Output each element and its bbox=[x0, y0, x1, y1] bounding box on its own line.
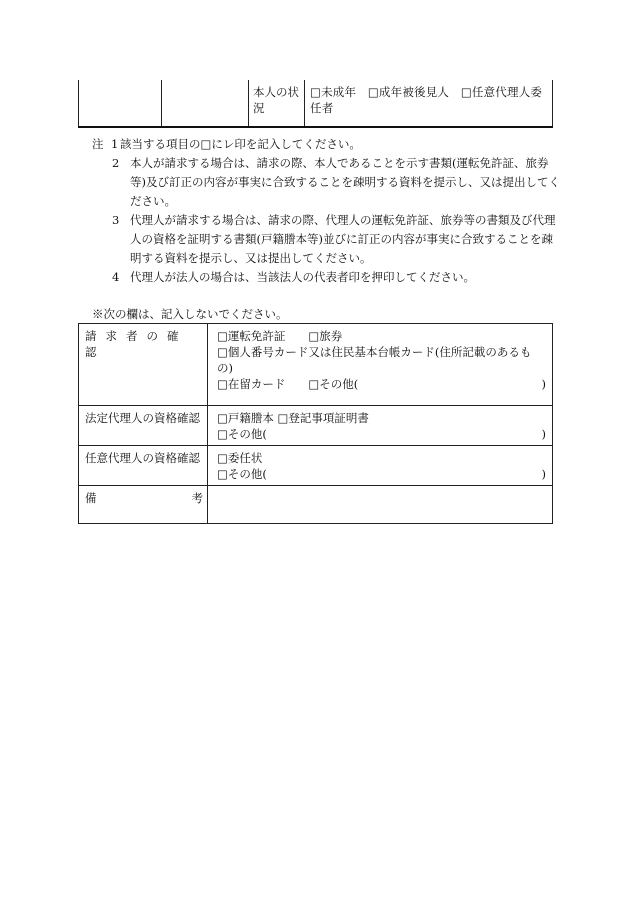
requester-check-options bbox=[208, 324, 553, 406]
blank-cell-1 bbox=[79, 80, 162, 127]
close-paren: ) bbox=[541, 467, 546, 481]
status-label: 本人の状況 bbox=[249, 80, 305, 127]
table-row-voluntary-agent bbox=[79, 446, 553, 486]
remarks-label bbox=[79, 486, 208, 524]
notes-section bbox=[92, 135, 562, 287]
option-legal-other-text: □その他( bbox=[217, 427, 267, 441]
legal-agent-label: 法定代理人の資格確認 bbox=[79, 406, 208, 446]
option-family-register[interactable]: □戸籍謄本 □登記事項証明書 bbox=[217, 411, 369, 425]
note-number: 2 bbox=[112, 156, 120, 170]
note-number: 1 bbox=[111, 137, 119, 151]
table-row-remarks bbox=[79, 486, 553, 524]
legal-agent-options bbox=[208, 406, 553, 446]
table-row-requester bbox=[79, 324, 553, 406]
note-number: 3 bbox=[112, 213, 120, 227]
option-residence-other-text: □在留カード □その他( bbox=[217, 377, 359, 391]
remarks-field[interactable] bbox=[208, 486, 553, 524]
note-item-1 bbox=[92, 135, 562, 154]
remarks-label-text bbox=[85, 490, 203, 506]
option-power-of-attorney[interactable]: □委任状 bbox=[217, 451, 263, 465]
remarks-label-left: 備 bbox=[85, 491, 97, 505]
blank-cell-2 bbox=[162, 80, 249, 127]
do-not-fill-remark: ※次の欄は、記入しないでください。 bbox=[92, 307, 288, 321]
option-id-card[interactable]: □個人番号カード又は住民基本台帳カード(住所記載のあるもの) bbox=[217, 345, 532, 375]
notes-heading: 注 bbox=[92, 137, 104, 151]
note-item-4 bbox=[92, 268, 562, 287]
confirmation-table bbox=[78, 323, 553, 524]
remarks-label-right: 考 bbox=[191, 491, 203, 505]
requester-check-label bbox=[79, 324, 208, 406]
voluntary-agent-label: 任意代理人の資格確認 bbox=[79, 446, 208, 486]
note-text: 代理人が法人の場合は、当該法人の代表者印を押印してください。 bbox=[130, 270, 475, 284]
option-voluntary-other-text: □その他( bbox=[217, 467, 267, 481]
requester-check-label-text: 請求者の確認 bbox=[85, 329, 188, 359]
note-item-3 bbox=[92, 211, 562, 268]
note-item-2 bbox=[92, 154, 562, 211]
option-legal-other[interactable] bbox=[217, 426, 546, 442]
note-text: 代理人が請求する場合は、請求の際、代理人の運転免許証、旅券等の書類及び代理人の資格を証明する書類(戸籍謄本等)並びに訂正の内容が事実に合致することを疎明する資料を提示し、又は提出してください。 bbox=[130, 213, 556, 265]
note-text: 本人が請求する場合は、請求の際、本人であることを示す書類(運転免許証、旅券等)及び訂正の内容が事実に合致することを疎明する資料を提示し、又は提出してください。 bbox=[130, 156, 560, 208]
table-row-legal-agent bbox=[79, 406, 553, 446]
voluntary-agent-options bbox=[208, 446, 553, 486]
note-number: 4 bbox=[112, 270, 120, 284]
note-text: 該当する項目の□にレ印を記入してください。 bbox=[120, 137, 361, 151]
option-license-passport[interactable]: □運転免許証 □旅券 bbox=[217, 329, 343, 343]
applicant-status-table bbox=[78, 80, 553, 128]
status-options[interactable]: □未成年 □成年被後見人 □任意代理人委任者 bbox=[305, 80, 553, 127]
option-voluntary-other[interactable] bbox=[217, 466, 546, 482]
close-paren: ) bbox=[541, 377, 546, 391]
close-paren: ) bbox=[541, 427, 546, 441]
option-residence-other[interactable] bbox=[217, 376, 546, 392]
